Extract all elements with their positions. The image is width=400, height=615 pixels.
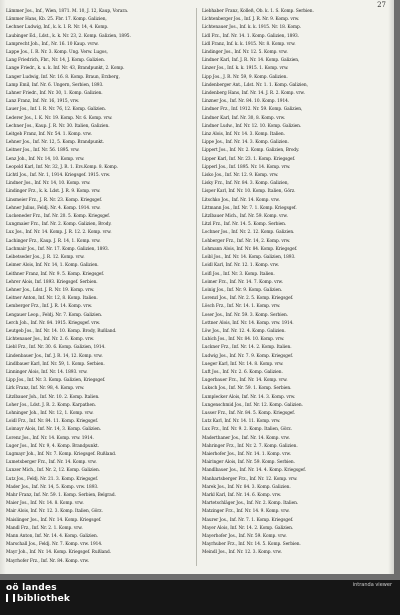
register-entry: Linzner Jos., Inf. Nr. 84. 10. Komp. 1914.: [202, 99, 290, 105]
register-entry: Lubich Jos., Inf. Nr. 84. 10. Komp. vrw.: [202, 337, 285, 343]
register-entry: Mahringer Frz., Inf. Nr. 2. 7. Komp. Galizien.: [202, 443, 298, 449]
register-entry: Leutgeb Jos., Inf. Nr. 14. 10. Komp. Brody, Rußland.: [6, 328, 117, 334]
register-entry: Lindenbauer Jos., Inf. J. R. 14, 12. Komp. vrw.: [6, 353, 103, 359]
register-entry: Mandlbauer Jos., Inf. Nr. 14. 4. Komp. Kriegsgef.: [202, 468, 306, 474]
register-entry: Lisper Karl, Inf. Nr. 10. Komp. Italien, Görz.: [202, 189, 296, 195]
register-entry: Mahr Franz, Inf. Nr. 59. 1. Komp. Serbien, Belgrad.: [6, 492, 116, 498]
logo-mark-icon: [6, 594, 15, 602]
register-entry: Loimayr Alois, Inf. Nr. 14, 3. Komp. Galizien.: [6, 427, 102, 433]
register-entry: Martetschläger Jos., Inf. Nr. 2. Komp. Italien.: [202, 501, 299, 507]
register-entry: Marek Jos., Inf. Nr. 84. 3. Komp. Galizien.: [202, 484, 291, 490]
register-entry: Lumetsberger Frz., Inf. Nr. 14. Komp. vrw.: [6, 460, 97, 466]
register-entry: Loser Jos., Inf. Nr. 59. 3. Komp. Serbien.: [202, 312, 289, 318]
register-entry: Litzlbauer Mich., Inf. Nr. 59. Komp. vrw.: [202, 214, 288, 220]
register-entry: Loibl Jos., Inf. Nr. 14. Komp. Galizien, 1893.: [202, 255, 296, 261]
register-entry: Mair Alois, Inf. Nr. 12. 3. Komp. Italien, Görz.: [6, 509, 103, 515]
register-entry: Lachmair Jos., Inf. Nr. 17. Komp. Galizien, 1893.: [6, 246, 110, 252]
register-entry: Lidl Franz, Inf. k. k. 1915. Nr. 8. Komp. vrw.: [202, 41, 296, 47]
register-entry: Linninger Alois, Inf. Nr. 14. 1893. vrw.: [6, 369, 88, 375]
column-divider: [196, 8, 197, 566]
register-entry: Lerch Joh., Inf. Nr. 84. 1915. Kriegsgef. vrw.: [6, 320, 101, 326]
register-entry: Ludwig Jos., Inf. Nr. 7. 9. Komp. Kriegsgef.: [202, 353, 294, 359]
register-entry: Lipperl Jos., Inf. 1895. Nr. 14. Komp. vrw.: [202, 164, 291, 170]
library-logo[interactable]: [6, 583, 70, 605]
register-entry: Lorenz Jos., Inf. Nr. 14. Komp. vrw. 1914.: [6, 435, 94, 441]
register-entry: Linz Alois, Inf. Nr. 14. 3. Komp. Italien.: [202, 132, 285, 138]
viewer-footer: [0, 580, 400, 615]
register-entry: Löw Jos., Inf. Nr. 12. 4. Komp. Galizien.: [202, 328, 286, 334]
register-entry: Lusser Frz., Inf. Nr. 84. 5. Komp. Kriegsgef.: [202, 410, 295, 416]
register-entry: Lindner Ludw., Inf. Nr. 12. 10. Komp. Galizien.: [202, 123, 302, 129]
register-entry: Lisky Frz., Inf. Nr. 84. 3. Komp. Galizien,: [202, 181, 289, 187]
register-entry: Lindner Karl, Inf. J. R. Nr. 14. Komp. Galizien,: [202, 58, 300, 64]
register-entry: Lehner Jos., Ldst. J. R. Nr. 19. Komp. vrw.: [6, 287, 95, 293]
register-entry: Maderthaner Jos., Inf. Nr. 14. Komp. vrw.: [202, 435, 290, 441]
register-entry: Lindner Frz., Inf. 1912. Nr. 59. Komp. Galizien,: [202, 107, 303, 113]
register-entry: Lohmann Alois, Inf. Nr. 84. Komp. Kriegsgef.: [202, 246, 298, 252]
register-entry: Lueger Karl, Inf. Nr. 14. 8. Komp. vrw.: [202, 361, 284, 367]
register-entry: Liebhaber Franz, Kolleß, Ob. k. 1. S. Komp. Serbien.: [202, 9, 314, 14]
register-entry: Loifl Jos., Inf. Nr. 3. Komp. Italien.: [202, 271, 275, 277]
register-entry: Loidl Frz., Inf. Nr. 84. 11. Komp. Kriegsgef.: [6, 419, 99, 425]
register-entry: Lichtenauer Jos., Inf. Nr. 2. 6. Komp. vrw.: [6, 337, 95, 343]
page-number: 27: [377, 1, 386, 9]
register-entry: Luksch Jos., Inf. Nr. 59. 1. Komp. Serbien.: [202, 386, 292, 392]
register-entry: Leimer Alois, Inf. Nr. 14, 1. Komp. Galizien.: [6, 263, 99, 269]
register-entry: Lutz Jos., Feldj. Nr. 21. 3. Komp. Kriegsgef.: [6, 476, 99, 482]
register-entry: Lämmer Jos., Inf., Wien, 1871. M. 10, J. 12, Kaup, Vorara.: [6, 9, 129, 14]
register-entry: Lunzer Mich., Inf. Nr. 2, 12. Komp. Galizien.: [6, 468, 101, 474]
register-entry: Lorenzl Jos., Inf. Nr. 2. 5. Komp. Kriegsgef.: [202, 296, 294, 302]
register-entry: Lugerbauer Frz., Inf. Nr. 14. Komp. vrw.: [202, 378, 288, 384]
register-entry: Lösch Frz., Inf. Nr. 14. 1. Komp. vrw.: [202, 304, 281, 310]
register-entry: Luger Jos., Inf. Nr. 9, 4. Komp. Brandpunkt.: [6, 443, 99, 449]
register-entry: Luft Jos., Inf. Nr. 2. 6. Komp. Galizien.: [202, 369, 283, 375]
register-entry: Mader Jos., Inf. Nr. 14, 5. Komp. vrw. 1893.: [6, 484, 99, 490]
register-entry: Litzlbauer Joh., Inf. Nr. 10. 2. Komp. Italien.: [6, 394, 100, 400]
register-entry: Litschko Jos., Inf. Nr. 14. Komp. vrw.: [202, 197, 280, 203]
register-entry: Litzl Frz., Inf. Nr. 14. 5. Komp. Serbien.: [202, 222, 287, 228]
register-entry: Lisko Jos., Inf. Nr. 12. 9. Komp. vrw.: [202, 173, 279, 179]
register-entry: Lehrer Alois, Inf. 1893. Kriegsgef. Serbien.: [6, 279, 98, 285]
register-entry: Leitgeb Franz, Inf. Nr. 54. 1. Komp. vrw.: [6, 132, 92, 138]
register-entry: Maier Jos., Inf. Nr. 14. 8. Komp. vrw.: [6, 501, 84, 507]
register-entry: Lutz Karl, Inf. Nr. 14. 11. Komp. vrw.: [202, 419, 281, 425]
register-entry: Manhartsberger Frz., Inf. Nr. 12. Komp. vrw.: [202, 476, 298, 482]
register-entry: Leitner Jos., Inf. Nr. 56. 1895. vrw.: [6, 148, 80, 154]
register-entry: Lipper Karl, Inf. Nr. 23. 1. Komp. Kriegsgef.: [202, 156, 296, 162]
register-entry: Lidl Frz., Inf. Nr. 14. 1. Komp. Galizien, 1893.: [202, 33, 300, 39]
register-entry: Laubinger Ed., Ldst., k. k. Nr. 23, 2. Komp. Galizien, 1895.: [6, 33, 131, 39]
logo-text-line1: oö landes: [6, 583, 57, 593]
register-entry: Lippert Jos., Inf. Nr. 2. Komp. Galizien, Brody.: [202, 148, 300, 154]
register-entry: Lederer Jos., I. K. Nr. 19. Komp. Nr. 6. Komp. vrw.: [6, 115, 113, 121]
register-entry: Lindinger Frz., k. k. Ldst. J. R. 9. Komp. vrw.: [6, 189, 101, 195]
register-entry: Mayerhofer Jos., Inf. Nr. 59. Komp. vrw.: [202, 534, 287, 539]
register-entry: Linzer Jos., Inf. k. k. 1915. 1. Komp. vrw.: [202, 66, 289, 72]
register-entry: Lux Frz., Inf. Nr. 9. 2. Komp. Italien, Görz.: [202, 427, 292, 433]
register-entry: Lechner Ludwig, Inf., k. k. I. R. Nr. 14, 4. Komp.: [6, 25, 109, 31]
register-entry: Markl Karl, Inf. Nr. 14. 6. Komp. vrw.: [202, 492, 282, 498]
register-entry: Lappe Jos., I. R. Nr. 3. Komp. Ung. Verw. Lugos,: [6, 50, 108, 56]
register-entry: Leibetseder Jos., J. R. 12. Komp. vrw.: [6, 255, 85, 261]
register-entry: Lämmer Hans, Kb. 25. Fbr. 17. Komp. Galizien,: [6, 17, 107, 23]
register-entry: Mandl Frz., Inf. Nr. 2. 1. Komp. vrw.: [6, 525, 83, 531]
register-entry: Lauer Jos., Inf. I. R. Nr. 76, 12. Komp. Galizien.: [6, 107, 107, 113]
register-entry: Lugmayr Joh., Inf. Nr. 7. Komp. Kriegsgef. Rußland.: [6, 451, 117, 457]
register-entry: Lungenschmid Jos., Inf. Nr. 12. Komp. Galizien.: [202, 402, 303, 408]
register-entry: Lindinger Jos., Inf. Nr. 12. 5. Komp. vrw.: [202, 50, 288, 56]
left-column: [6, 8, 192, 568]
register-entry: Littmann Jos., Inf. Nr. 7. 1. Komp. Kriegsgef.: [202, 205, 297, 211]
register-entry: Lehner Jos., Inf. Nr. 12, 5. Komp. Brandpunkt.: [6, 140, 105, 146]
register-entry: Lengauer Leop., Feldj. Nr. 7. Komp. Galizien.: [6, 312, 103, 318]
register-entry: Leitner Anton, Inf. Nr. 12, 8. Komp. Italien.: [6, 296, 98, 302]
right-column: [202, 8, 388, 568]
viewer-credit: intranda viewer: [352, 582, 392, 588]
register-entry: Lehner Julius, Feldj. Nr. 4. Komp. 1914. vrw.: [6, 205, 101, 211]
register-entry: Lipp Jos., Inf. Nr. 3. Komp. Galizien, Kriegsgef.: [6, 378, 106, 384]
register-entry: Loher Jos., Ldst. J. R. 2. Komp. Karpathen.: [6, 402, 97, 408]
register-entry: Lahner Friedr., Inf. Nr. 30, 1. Komp. Galizien.: [6, 91, 103, 97]
register-entry: Mayrhuber Frz., Inf. Nr. 14. 5. Komp. Serbien.: [202, 542, 301, 548]
register-entry: Mayer Alois, Inf. Nr. 14. 2. Komp. Galizien.: [202, 525, 294, 531]
register-entry: Lindner Jos., Inf. Nr. 14, 10. Komp. vrw.: [6, 181, 91, 187]
register-entry: Mayrhofer Frz., Inf. Nr. 84. Komp. vrw.: [6, 558, 89, 564]
register-entry: Lipp Jos., J. R. Nr. 59, 9. Komp. Galizien.: [202, 74, 288, 80]
register-entry: Liebl Frz., Inf. Nr. 30. 6. Komp. Galizien, 1914.: [6, 345, 106, 351]
register-entry: Matzinger Frz., Inf. Nr. 14. 9. Komp. vrw.: [202, 509, 290, 515]
register-entry: Maierhofer Jos., Inf. Nr. 14. 1. Komp. vrw.: [202, 451, 291, 457]
register-entry: Lange Friedr., k. u. k. Inf. Nr. 43, Brandpunkt, 2. Komp.: [6, 66, 125, 72]
register-entry: Mann Anton, Inf. Nr. 14. 4. Komp. Galizien.: [6, 534, 99, 539]
register-entry: Luckner Frz., Inf. Nr. 14. 2. Komp. Italien.: [202, 345, 292, 351]
register-entry: Lungmaier Frz., Inf. Nr. 2. Komp. Galizien, Brody.: [6, 222, 112, 228]
register-entry: Lindenberger Ant., Ldst. Nr. 1. 1. Komp. Galizien,: [202, 82, 308, 88]
register-entry: Lamprecht Joh., Inf., Nr. 16. 10 Kaup. vvrw.: [6, 41, 99, 47]
register-entry: Lachinger Frz., Kaup. J. R. 14, 1. Komp. vrw.: [6, 238, 101, 244]
register-entry: Mayr Joh., Inf. Nr. 14. Komp. Kriegsgef. Rußland.: [6, 550, 111, 556]
register-entry: Lichtenauer Jos., Inf. k. k. 1915. Nr. 18. Komp.: [202, 25, 302, 31]
register-entry: Langer Ludwig, Inf. Nr. 16. 8. Komp. Braun, Erzberg,: [6, 74, 120, 80]
register-entry: Lamp Emil, Inf. Nr. 6. Ungern, Serbien, 1893.: [6, 82, 104, 88]
register-entry: Meindl Jos., Inf. Nr. 12. 3. Komp. vrw.: [202, 550, 282, 556]
logo-text-line2: bibliothek: [17, 594, 71, 604]
register-entry: Leithner Franz, Inf. Nr. 9. 5. Komp. Kriegsgef.: [6, 271, 105, 277]
register-entry: Mairinger Alois, Inf. Nr. 59. Komp. Serbien.: [202, 460, 295, 466]
register-entry: Lindner Karl, Inf. Nr. 30, 8. Komp. vrw.: [202, 115, 286, 121]
register-entry: Lindenberg Hans, Inf. Nr. 14. J. R. 2. Komp. vrw.: [202, 91, 305, 97]
register-entry: Marschall Jos., Feldj. Nr. 7. Komp. vrw. 1914.: [6, 542, 103, 548]
register-entry: Lochner Jos., Inf. Nr. 2. 12. Komp. Galizien.: [202, 230, 295, 236]
register-entry: Lohberger Frz., Inf. Nr. 14, 2. Komp. vrw.: [202, 238, 291, 244]
register-entry: Lindlbauer Karl, Inf. Nr. 59, 1. Komp. Serbien.: [6, 361, 105, 367]
register-entry: Linsmeier Frz., J. R. Nr. 23. Komp. Kriegsgef.: [6, 197, 103, 203]
register-entry: Loimer Frz., Inf. Nr. 14. 7. Komp. vrw.: [202, 279, 283, 285]
register-entry: Lirk Franz, Inf. Nr. 98, 4. Komp. vrw.: [6, 386, 85, 392]
register-entry: Lichtenberger Jos., Inf. J. R. Nr. 9. Komp. vrw.: [202, 17, 300, 23]
register-entry: Lippe Jos., Inf. Nr. 14. 3. Komp. Galizien.: [202, 140, 289, 146]
register-entry: Lumplecker Alois, Inf. Nr. 14. 3. Komp. vrw.: [202, 394, 296, 400]
register-entry: Lechner Jos., Kaup. J. R. Nr. 30. Italien, Galizien.: [6, 123, 110, 129]
register-entry: Lemberger Frz., Inf. J. R. 14. Komp. vrw.: [6, 304, 93, 310]
register-entry: Loinig Jos., Inf. Nr. 9. Komp. Galizien.: [202, 287, 283, 293]
register-entry: Luckeneder Frz., Inf. Nr. 20. 5. Komp. Kriegsgef.: [6, 214, 110, 220]
register-entry: Lichtl Jos., Inf. Nr. 1, 1914. Kriegsgef. 1915. vrw.: [6, 173, 111, 179]
register-entry: Lanz Franz, Inf. Nr. 16, 1915, vrw.: [6, 99, 80, 105]
register-entry: Loidl Karl, Inf. Nr. 12. 1. Komp. vrw.: [202, 263, 279, 269]
register-entry: Lang Friedrich, Fbr., Nr. 14, J. Komp. Galizien.: [6, 58, 106, 64]
register-entry: Lenz Joh., Inf. Nr. 14, 10. Komp. vrw.: [6, 156, 85, 162]
register-entry: Maurer Jos., Inf. Nr. 7. 1. Komp. Kriegsgef.: [202, 517, 294, 523]
register-entry: Maislinger Jos., Inf. Nr. 14. Komp. Kriegsgef.: [6, 517, 102, 523]
register-entry: Lohninger Joh., Inf. Nr. 12, 1. Komp. vrw.: [6, 410, 94, 416]
register-entry: Lux Jos., Inf. Nr. 14. Komp. J. R. 12. 2. Komp. vrw.: [6, 230, 112, 236]
register-entry: Leopold Karl, Inf. Nr. 32, J. R. 1. Ers.Komp. 8. Komp.: [6, 164, 118, 170]
register-entry: Lottner Alois, Inf. Nr. 14. Komp. vrw. 1914.: [202, 320, 294, 326]
